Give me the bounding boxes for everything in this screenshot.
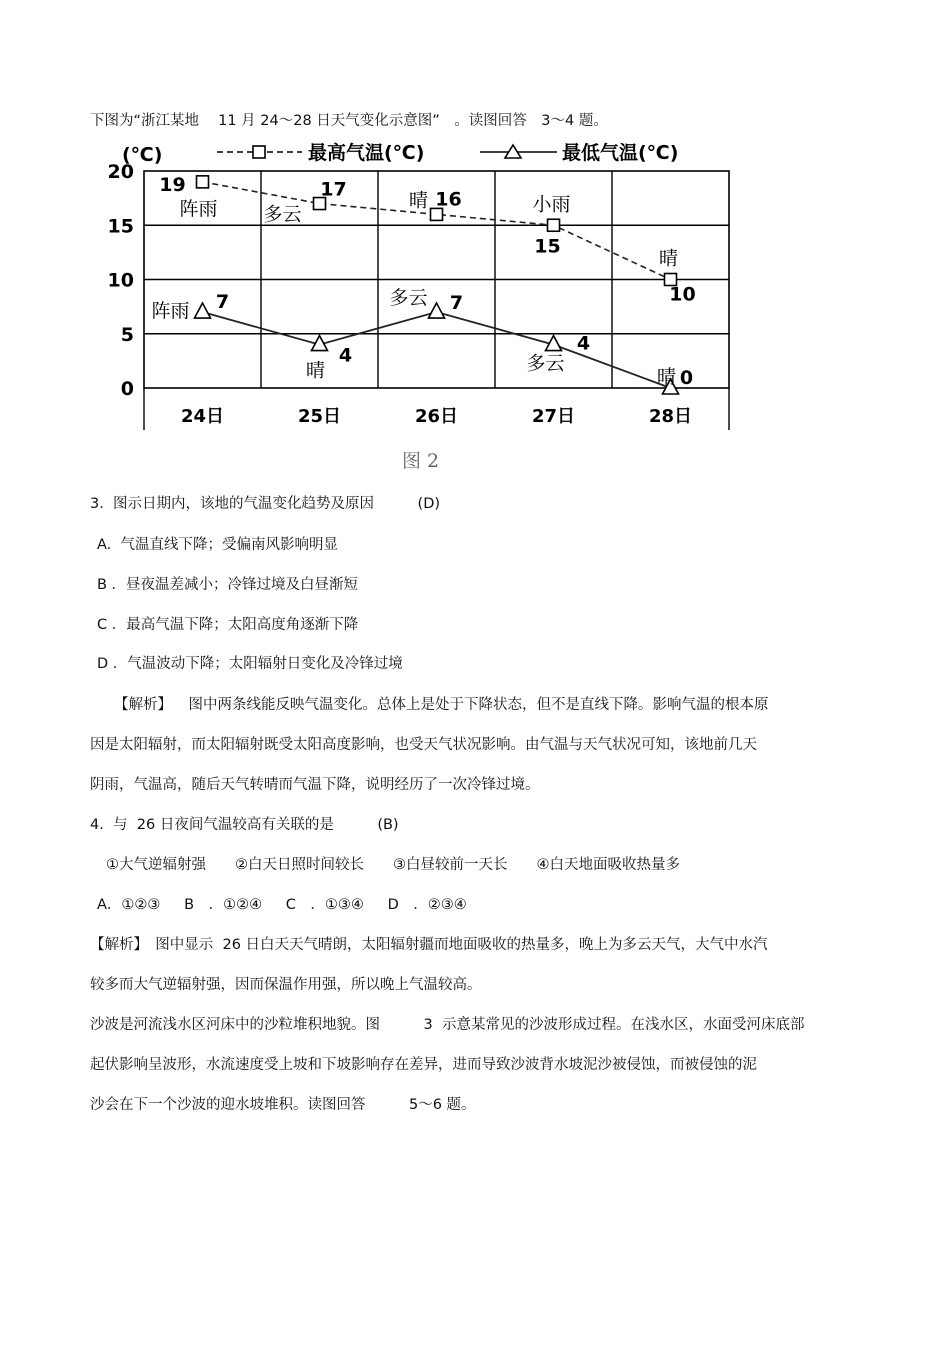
weather-chart xyxy=(92,138,732,438)
data-label-min: 7 xyxy=(215,291,230,314)
q3-option-b: B ．昼夜温差减小；冷锋过境及白昼渐短 xyxy=(97,577,359,593)
data-label-min: 7 xyxy=(449,292,464,315)
weather-label-max: 小雨 xyxy=(532,193,571,216)
weather-label-min: 晴 xyxy=(656,366,677,388)
y-axis-unit: (℃) xyxy=(122,144,163,166)
data-label-max: 16 xyxy=(435,188,462,211)
x-tick-label: 24日 xyxy=(180,406,225,427)
weather-label-min: 多云 xyxy=(526,352,565,375)
passage-line: 沙波是河流浅水区河床中的沙粒堆积地貌。图 3 示意某常见的沙波形成过程。在浅水区，水面受河床底部 xyxy=(90,1017,805,1033)
intro-text: 下图为“浙江某地 11 月 24～28 日天气变化示意图” 。读图回答 3～4 题。 xyxy=(90,113,608,129)
y-tick-label: 15 xyxy=(107,215,134,238)
y-tick-label: 5 xyxy=(120,323,134,346)
data-label-max: 19 xyxy=(159,173,186,196)
y-tick-label: 10 xyxy=(107,269,134,292)
q3-analysis-line: 阴雨，气温高，随后天气转晴而气温下降，说明经历了一次冷锋过境。 xyxy=(90,777,540,793)
q4-items: ①大气逆辐射强 ②白天日照时间较长 ③白昼较前一天长 ④白天地面吸收热量多 xyxy=(106,857,680,873)
marker-max xyxy=(548,219,560,231)
legend-marker-square xyxy=(253,146,265,158)
q3-analysis-line: 因是太阳辐射，而太阳辐射既受太阳高度影响，也受天气状况影响。由气温与天气状况可知，该地前几天 xyxy=(90,737,757,753)
x-tick-label: 27日 xyxy=(531,406,576,427)
legend-label-max: 最高气温(℃) xyxy=(308,142,425,164)
marker-min xyxy=(195,303,211,318)
q4-options: A．①②③ B ．①②④ C ．①③④ D ．②③④ xyxy=(97,897,467,913)
data-label-max: 17 xyxy=(320,178,347,201)
figure-caption: 图 2 xyxy=(402,450,440,472)
weather-label-max: 多云 xyxy=(263,203,302,226)
q3-analysis-line: 【解析】 图中两条线能反映气温变化。总体上是处于下降状态，但不是直线下降。影响气温的根本原 xyxy=(114,697,769,713)
weather-label-max: 晴 xyxy=(658,247,679,270)
y-tick-label: 0 xyxy=(120,378,134,400)
x-tick-label: 25日 xyxy=(297,406,342,427)
x-tick-label: 26日 xyxy=(414,406,459,427)
marker-max xyxy=(197,176,209,188)
q3-stem: 3. 图示日期内，该地的气温变化趋势及原因 (D) xyxy=(90,496,441,512)
q4-stem: 4. 与 26 日夜间气温较高有关联的是 (B) xyxy=(90,817,399,833)
y-tick-label: 20 xyxy=(107,161,134,183)
passage-line: 沙会在下一个沙波的迎水坡堆积。读图回答 5～6 题。 xyxy=(90,1097,476,1113)
weather-label-max: 阵雨 xyxy=(179,197,218,220)
q4-analysis-line: 【解析】 图中显示 26 日白天天气晴朗，太阳辐射疆而地面吸收的热量多，晚上为多云天气，大气中水汽 xyxy=(90,937,768,953)
data-label-min: 4 xyxy=(576,332,591,355)
data-label-min: 4 xyxy=(338,344,353,367)
q4-analysis-line: 较多而大气逆辐射强，因而保温作用强，所以晚上气温较高。 xyxy=(90,977,482,993)
x-tick-label: 28日 xyxy=(648,406,693,427)
passage-line: 起伏影响呈波形，水流速度受上坡和下坡影响存在差异，进而导致沙波背水坡泥沙被侵蚀，而被侵蚀的泥 xyxy=(90,1057,757,1073)
q3-option-a: A. 气温直线下降；受偏南风影响明显 xyxy=(97,537,338,553)
q3-option-c: C ．最高气温下降；太阳高度角逐渐下降 xyxy=(97,617,359,633)
data-label-min: 0 xyxy=(679,367,694,389)
data-label-max: 15 xyxy=(534,235,561,258)
q3-option-d: D ．气温波动下降；太阳辐射日变化及冷锋过境 xyxy=(97,656,403,672)
marker-min xyxy=(429,303,445,318)
weather-label-min: 晴 xyxy=(305,359,326,382)
data-label-max: 10 xyxy=(669,283,696,306)
weather-label-max: 晴 xyxy=(408,189,429,212)
weather-label-min: 阵雨 xyxy=(151,300,190,323)
legend-label-min: 最低气温(℃) xyxy=(562,142,679,164)
series-line-min xyxy=(203,312,671,388)
weather-label-min: 多云 xyxy=(389,287,428,310)
